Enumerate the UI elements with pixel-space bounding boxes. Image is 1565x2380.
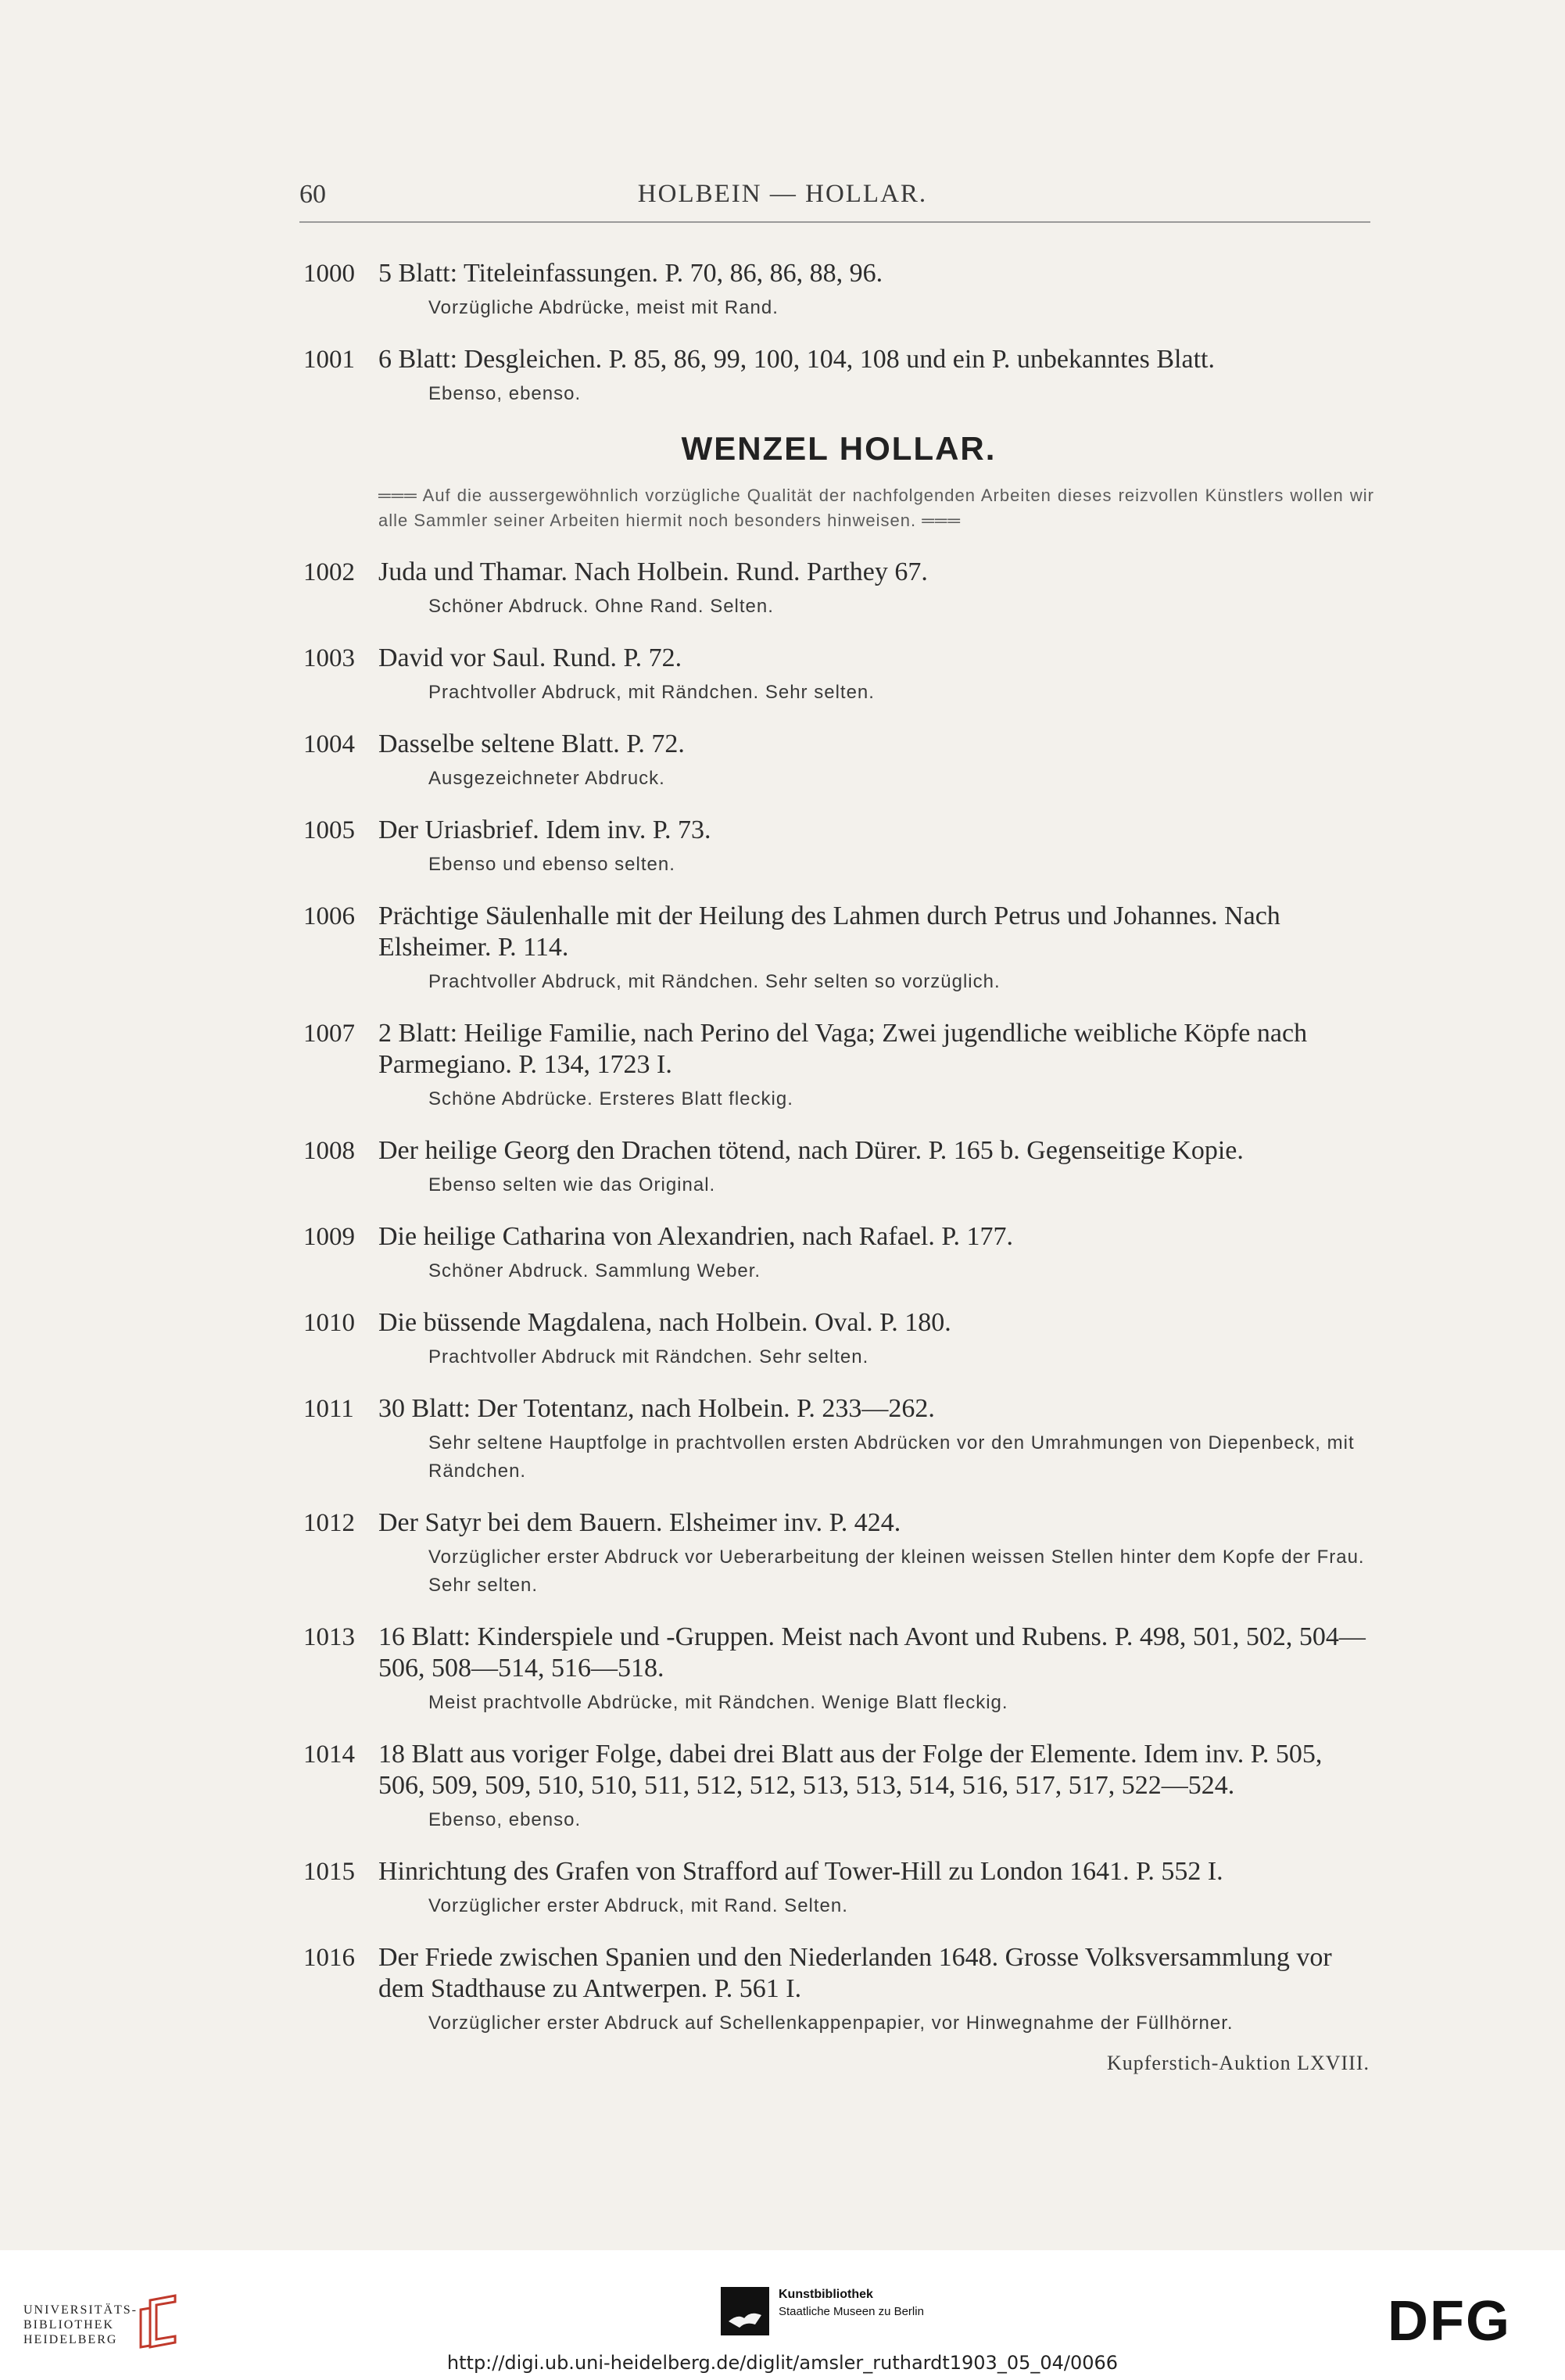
kunstbibliothek-logo-icon[interactable]: [721, 2287, 769, 2335]
lot-number: 1003: [303, 644, 355, 672]
lot-note: Prachtvoller Abdruck, mit Rändchen. Sehr selten so vorzüglich.: [428, 971, 1001, 992]
lot-note: Vorzüglicher erster Abdruck auf Schellenkappenpapier, vor Hinwegnahme der Füllhörner.: [428, 2013, 1234, 2034]
lot-number: 1010: [303, 1309, 355, 1337]
lot-note: Schöner Abdruck. Ohne Rand. Selten.: [428, 596, 774, 617]
lot-entry: [303, 729, 1374, 793]
lot-entry: [303, 1739, 1374, 1834]
lot-note: Schöne Abdrücke. Ersteres Blatt fleckig.: [428, 1088, 793, 1109]
lot-entry: [303, 1856, 1374, 1920]
lot-entry: [303, 643, 1374, 707]
lot-entry: [303, 1942, 1374, 2038]
eagle-icon: [721, 2287, 769, 2335]
auction-catalogue-note: Kupferstich-Auktion LXVIII.: [1106, 2052, 1370, 2074]
lot-entry: [303, 1507, 1374, 1600]
lot-description: 2 Blatt: Heilige Familie, nach Perino del Vaga; Zwei jugendliche weibliche Köpfe nach Parmegiano. P. 134, 1723 I.: [378, 1019, 1308, 1079]
lot-entry: [303, 258, 1374, 322]
lot-note: Vorzügliche Abdrücke, meist mit Rand.: [428, 297, 779, 318]
lot-description: Dasselbe seltene Blatt. P. 72.: [378, 729, 685, 758]
lot-description: Die büssende Magdalena, nach Holbein. Oval. P. 180.: [378, 1308, 951, 1337]
dfg-logo[interactable]: DFG: [1388, 2290, 1511, 2353]
lot-description: 18 Blatt aus voriger Folge, dabei drei Blatt aus der Folge der Elemente. Idem inv. P. 505, 506, 509, 509, 510, 510, 511, 512, 512, 513, 513, 514, 516, 517, 517, 522—524.: [378, 1740, 1323, 1800]
running-title: HOLBEIN — HOLLAR.: [637, 180, 928, 208]
lot-description: 16 Blatt: Kinderspiele und -Gruppen. Meist nach Avont und Rubens. P. 498, 501, 502, 504—506, 508—514, 516—518.: [378, 1622, 1366, 1683]
lot-note: Vorzüglicher erster Abdruck vor Ueberarbeitung der kleinen weissen Stellen hinter dem Kopfe der Frau. Sehr selten.: [428, 1547, 1365, 1596]
lot-entry: [303, 344, 1374, 408]
lot-number: 1008: [303, 1137, 355, 1165]
lot-description: Der heilige Georg den Drachen tötend, nach Dürer. P. 165 b. Gegenseitige Kopie.: [378, 1136, 1244, 1165]
lot-note: Ausgezeichneter Abdruck.: [428, 768, 665, 789]
lot-description: Der Satyr bei dem Bauern. Elsheimer inv. P. 424.: [378, 1508, 901, 1537]
kunstbibliothek-title[interactable]: Kunstbibliothek: [779, 2288, 873, 2301]
lot-description: David vor Saul. Rund. P. 72.: [378, 643, 682, 672]
university-library-label: UNIVERSITÄTS- BIBLIOTHEK HEIDELBERG: [23, 2303, 138, 2346]
lot-entry: [303, 1393, 1374, 1486]
lot-number: 1006: [303, 902, 355, 930]
lot-entry: [303, 815, 1374, 879]
lot-list: [303, 557, 1374, 2038]
lot-number: 1005: [303, 816, 355, 844]
lot-number: 1014: [303, 1740, 355, 1769]
lot-note: Sehr seltene Hauptfolge in prachtvollen ersten Abdrücken vor den Umrahmungen von Diepenbeck, mit Rändchen.: [428, 1432, 1355, 1482]
lot-entry: [303, 1221, 1374, 1285]
section-intro: ═══ Auf die aussergewöhnlich vorzügliche Qualität der nachfolgenden Arbeiten dieses reizvollen Künstlers wollen wir alle Sammler seiner Arbeiten hiermit noch besonders hinweisen. ═══: [378, 486, 1374, 530]
lot-number: 1004: [303, 730, 355, 758]
lot-number: 1012: [303, 1509, 355, 1537]
lot-description: 30 Blatt: Der Totentanz, nach Holbein. P. 233—262.: [378, 1394, 935, 1423]
lot-note: Schöner Abdruck. Sammlung Weber.: [428, 1260, 761, 1281]
lot-entry: [303, 1622, 1374, 1717]
lot-description: Hinrichtung des Grafen von Strafford auf Tower-Hill zu London 1641. P. 552 I.: [378, 1857, 1223, 1886]
lot-note: Prachtvoller Abdruck, mit Rändchen. Sehr selten.: [428, 682, 875, 703]
lot-number: 1002: [303, 558, 355, 586]
lot-number: 1016: [303, 1944, 355, 1972]
lot-number: 1013: [303, 1623, 355, 1651]
lot-entry: [303, 1135, 1374, 1199]
lot-number: 1011: [303, 1395, 354, 1423]
lot-number: 1015: [303, 1858, 355, 1886]
section-title: WENZEL HOLLAR.: [681, 430, 997, 467]
page-number: 60: [299, 180, 326, 209]
lot-number: 1000: [303, 260, 355, 288]
lot-description: Die heilige Catharina von Alexandrien, nach Rafael. P. 177.: [378, 1222, 1013, 1251]
lot-note: Ebenso, ebenso.: [428, 1809, 582, 1830]
lot-entry: [303, 1307, 1374, 1371]
lot-note: Ebenso, ebenso.: [428, 383, 582, 404]
lot-note: Ebenso selten wie das Original.: [428, 1174, 716, 1195]
lot-number: 1007: [303, 1020, 355, 1048]
lot-description: Prächtige Säulenhalle mit der Heilung des Lahmen durch Petrus und Johannes. Nach Elsheimer. P. 114.: [378, 901, 1280, 962]
university-library-name[interactable]: [23, 2303, 138, 2347]
lot-entry: [303, 901, 1374, 996]
lot-description: 6 Blatt: Desgleichen. P. 85, 86, 99, 100, 104, 108 und ein P. unbekanntes Blatt.: [378, 345, 1215, 374]
lot-description: Der Friede zwischen Spanien und den Niederlanden 1648. Grosse Volksversammlung vor dem Stadthause zu Antwerpen. P. 561 I.: [378, 1943, 1332, 2003]
lot-note: Ebenso und ebenso selten.: [428, 854, 675, 875]
lot-description: 5 Blatt: Titeleinfassungen. P. 70, 86, 86, 88, 96.: [378, 259, 883, 288]
lot-note: Prachtvoller Abdruck mit Rändchen. Sehr selten.: [428, 1346, 869, 1367]
lot-note: Vorzüglicher erster Abdruck, mit Rand. Selten.: [428, 1895, 848, 1916]
lot-note: Meist prachtvolle Abdrücke, mit Rändchen. Wenige Blatt fleckig.: [428, 1692, 1008, 1713]
university-library-logo[interactable]: [134, 2294, 181, 2354]
header-rule: [299, 221, 1370, 223]
bookmark-logo-icon: [134, 2294, 181, 2350]
lot-number: 1001: [303, 346, 355, 374]
lot-number: 1009: [303, 1223, 355, 1251]
catalogue-entries: [303, 258, 1374, 2059]
lot-entry: [303, 557, 1374, 621]
permalink-url[interactable]: http://digi.ub.uni-heidelberg.de/diglit/amsler_ruthardt1903_05_04/0066: [446, 2352, 1119, 2374]
lot-description: Juda und Thamar. Nach Holbein. Rund. Parthey 67.: [378, 557, 928, 586]
lot-description: Der Uriasbrief. Idem inv. P. 73.: [378, 815, 711, 844]
lot-entry: [303, 1018, 1374, 1113]
kunstbibliothek-subtitle: Staatliche Museen zu Berlin: [779, 2305, 924, 2318]
